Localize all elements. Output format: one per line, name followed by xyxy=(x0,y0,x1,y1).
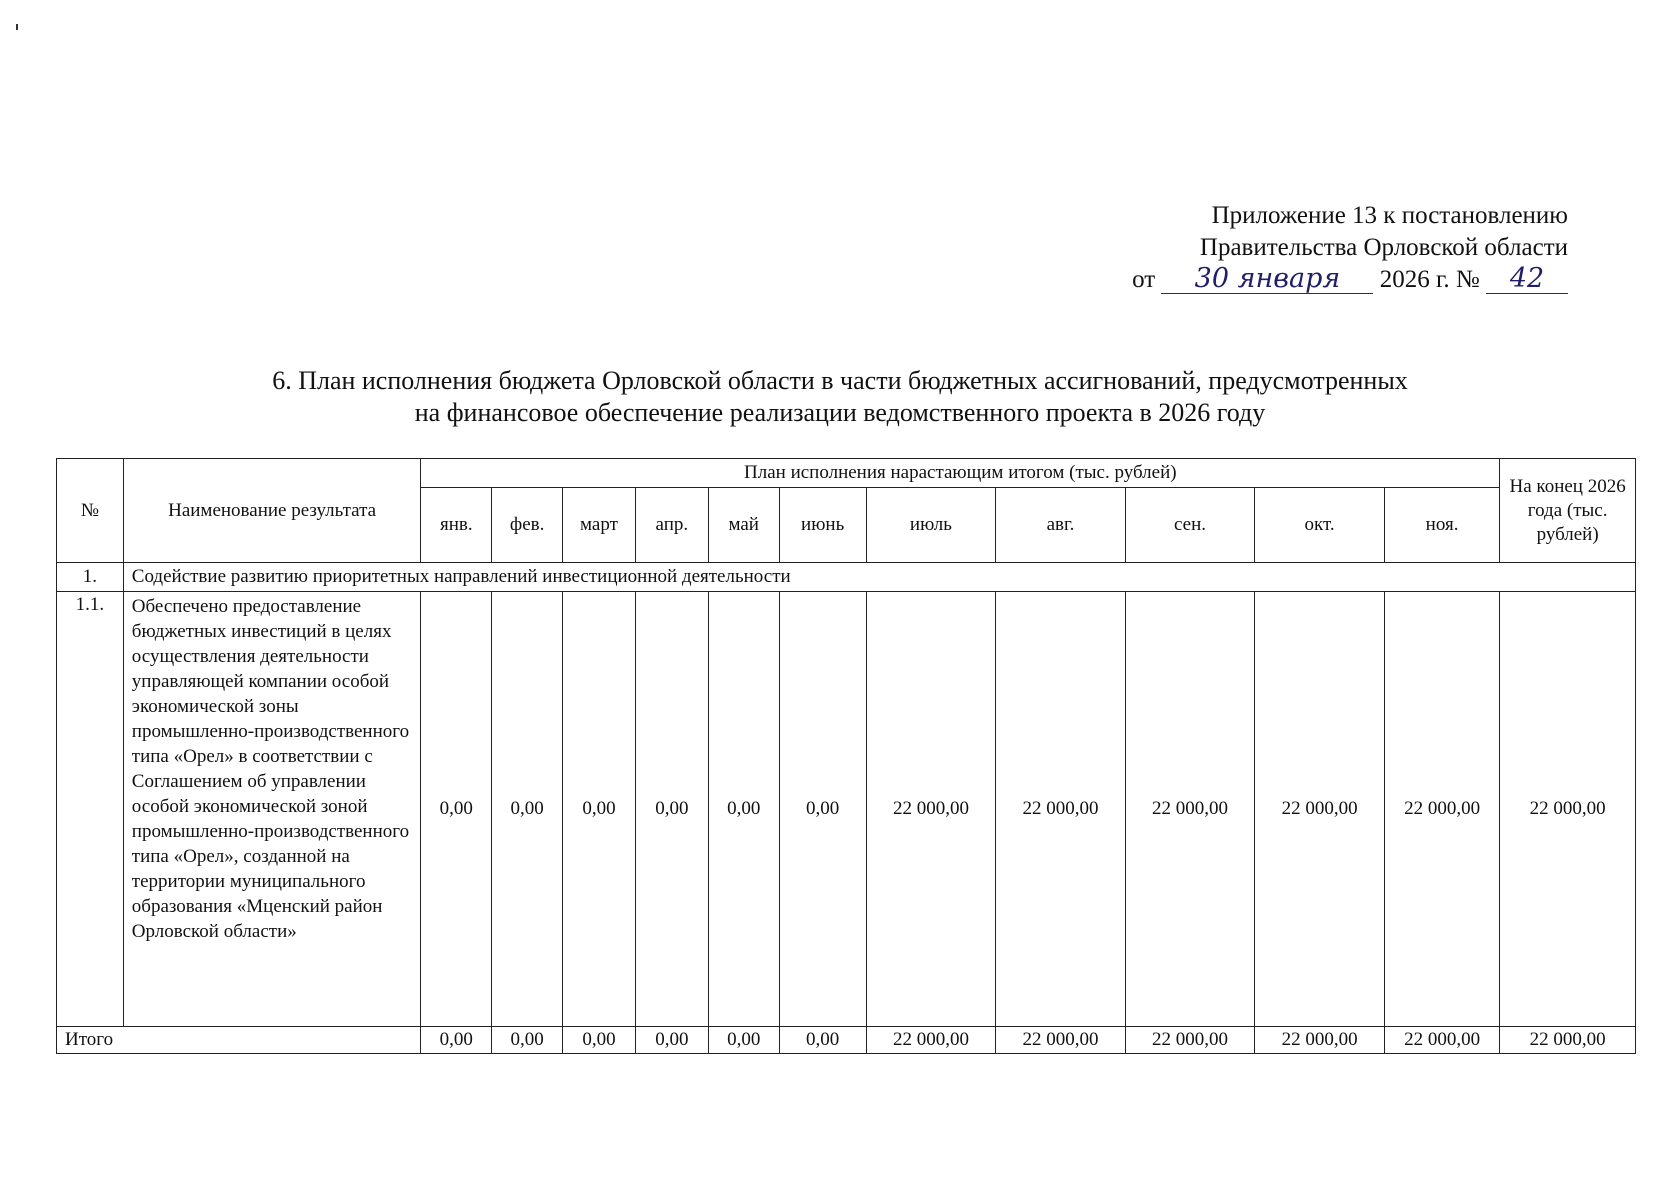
total-value: 0,00 xyxy=(492,1027,563,1054)
total-value: 22 000,00 xyxy=(1125,1027,1255,1054)
total-label: Итого xyxy=(57,1027,421,1054)
header-month: июнь xyxy=(779,488,866,563)
result-value: 0,00 xyxy=(492,592,563,1027)
date-prefix: от xyxy=(1132,266,1156,293)
section-row xyxy=(57,563,1636,592)
total-value: 22 000,00 xyxy=(996,1027,1126,1054)
total-value: 22 000,00 xyxy=(866,1027,996,1054)
section-name: Содействие развитию приоритетных направлений инвестиционной деятельности xyxy=(123,563,1635,592)
result-value: 0,00 xyxy=(635,592,708,1027)
total-value: 0,00 xyxy=(563,1027,636,1054)
result-number: 1.1. xyxy=(57,592,124,1027)
header-plan-group: План исполнения нарастающим итогом (тыс. рублей) xyxy=(421,459,1500,488)
total-row xyxy=(57,1027,1636,1054)
header-month: апр. xyxy=(635,488,708,563)
appendix-header xyxy=(1108,200,1568,296)
title-line-1: 6. План исполнения бюджета Орловской области в части бюджетных ассигнований, предусмотренных xyxy=(272,366,1408,395)
title-line-2: на финансовое обеспечение реализации ведомственного проекта в 2026 году xyxy=(414,398,1266,427)
result-end-value: 22 000,00 xyxy=(1500,592,1636,1027)
result-value: 22 000,00 xyxy=(996,592,1126,1027)
appendix-date-line xyxy=(1108,264,1568,296)
handwritten-number: 42 xyxy=(1486,265,1568,294)
header-month: ноя. xyxy=(1384,488,1499,563)
budget-plan-table xyxy=(56,458,1636,1054)
header-end-of-year: На конец 2026 года (тыс. рублей) xyxy=(1500,459,1636,563)
scan-mark xyxy=(16,24,18,30)
total-value: 0,00 xyxy=(421,1027,492,1054)
header-month: фев. xyxy=(492,488,563,563)
total-value: 0,00 xyxy=(635,1027,708,1054)
total-end-value: 22 000,00 xyxy=(1500,1027,1636,1054)
total-value: 0,00 xyxy=(779,1027,866,1054)
year-text: 2026 г. № xyxy=(1379,266,1480,293)
result-value: 0,00 xyxy=(563,592,636,1027)
result-name: Обеспечено предоставление бюджетных инвестиций в целях осуществления деятельности управляющей компании особой экономической зоны промышленно-производственного типа «Орел» в соответствии с Соглашением об управлении особой экономической зоной промышленно-производственного типа «Орел», созданной на территории муниципального образования «Мценский район Орловской области» xyxy=(123,592,421,1027)
result-value: 22 000,00 xyxy=(1255,592,1385,1027)
section-number: 1. xyxy=(57,563,124,592)
header-num: № xyxy=(57,459,124,563)
header-month: окт. xyxy=(1255,488,1385,563)
appendix-line-2: Правительства Орловской области xyxy=(1199,234,1568,261)
result-value: 22 000,00 xyxy=(1384,592,1499,1027)
result-value: 22 000,00 xyxy=(1125,592,1255,1027)
total-value: 22 000,00 xyxy=(1255,1027,1385,1054)
handwritten-date: 30 января xyxy=(1161,265,1373,294)
header-name: Наименование результата xyxy=(123,459,421,563)
header-month: июль xyxy=(866,488,996,563)
header-month: авг. xyxy=(996,488,1126,563)
header-month: сен. xyxy=(1125,488,1255,563)
appendix-line-1: Приложение 13 к постановлению xyxy=(1211,202,1568,229)
header-month: май xyxy=(708,488,779,563)
total-value: 22 000,00 xyxy=(1384,1027,1499,1054)
result-value: 0,00 xyxy=(779,592,866,1027)
result-value: 22 000,00 xyxy=(866,592,996,1027)
result-value: 0,00 xyxy=(708,592,779,1027)
document-title xyxy=(0,365,1680,429)
total-value: 0,00 xyxy=(708,1027,779,1054)
header-month: янв. xyxy=(421,488,492,563)
result-value: 0,00 xyxy=(421,592,492,1027)
header-row-top xyxy=(57,459,1636,488)
header-month: март xyxy=(563,488,636,563)
result-row xyxy=(57,592,1636,1027)
